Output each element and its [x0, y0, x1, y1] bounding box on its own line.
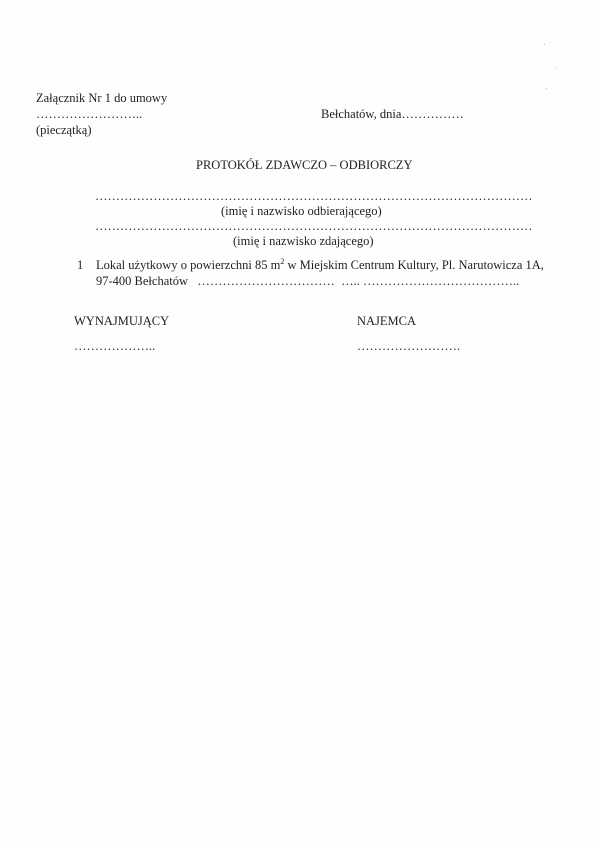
- area-unit-superscript: 2: [280, 256, 285, 266]
- lessee-label: NAJEMCA: [357, 314, 417, 328]
- handover-label: (imię i nazwisko zdającego): [233, 234, 374, 248]
- receiver-label: (imię i nazwisko odbierającego): [221, 204, 382, 218]
- scan-speck: [556, 68, 557, 69]
- item-line-1: [96, 256, 544, 272]
- lessee-signature-dots: …………………….: [357, 339, 461, 353]
- item-line-2: 97-400 Bełchatów …………………………… ….. ………………………………..: [96, 274, 520, 288]
- lessor-signature-dots: ………………..: [74, 339, 156, 353]
- stamp-label: (pieczątką): [36, 123, 92, 137]
- place-date: Bełchatów, dnia……………: [321, 107, 464, 121]
- document-title: PROTOKÓŁ ZDAWCZO – ODBIORCZY: [196, 158, 413, 172]
- item-line-1-rest: w Miejskim Centrum Kultury, Pl. Narutowicza 1A,: [284, 258, 544, 272]
- lessor-label: WYNAJMUJĄCY: [74, 314, 170, 328]
- item-number: 1: [77, 258, 84, 272]
- attachment-label: Załącznik Nr 1 do umowy: [36, 91, 168, 105]
- scan-speck: [546, 88, 547, 89]
- receiver-dots: ……………………………………………………………………………………………: [95, 189, 533, 203]
- handover-dots: ……………………………………………………………………………………………: [95, 219, 533, 233]
- stamp-dots: ……………………..: [36, 107, 143, 121]
- scan-speck: [544, 44, 545, 45]
- item-line-1-text: Lokal użytkowy o powierzchni 85 m: [96, 258, 281, 272]
